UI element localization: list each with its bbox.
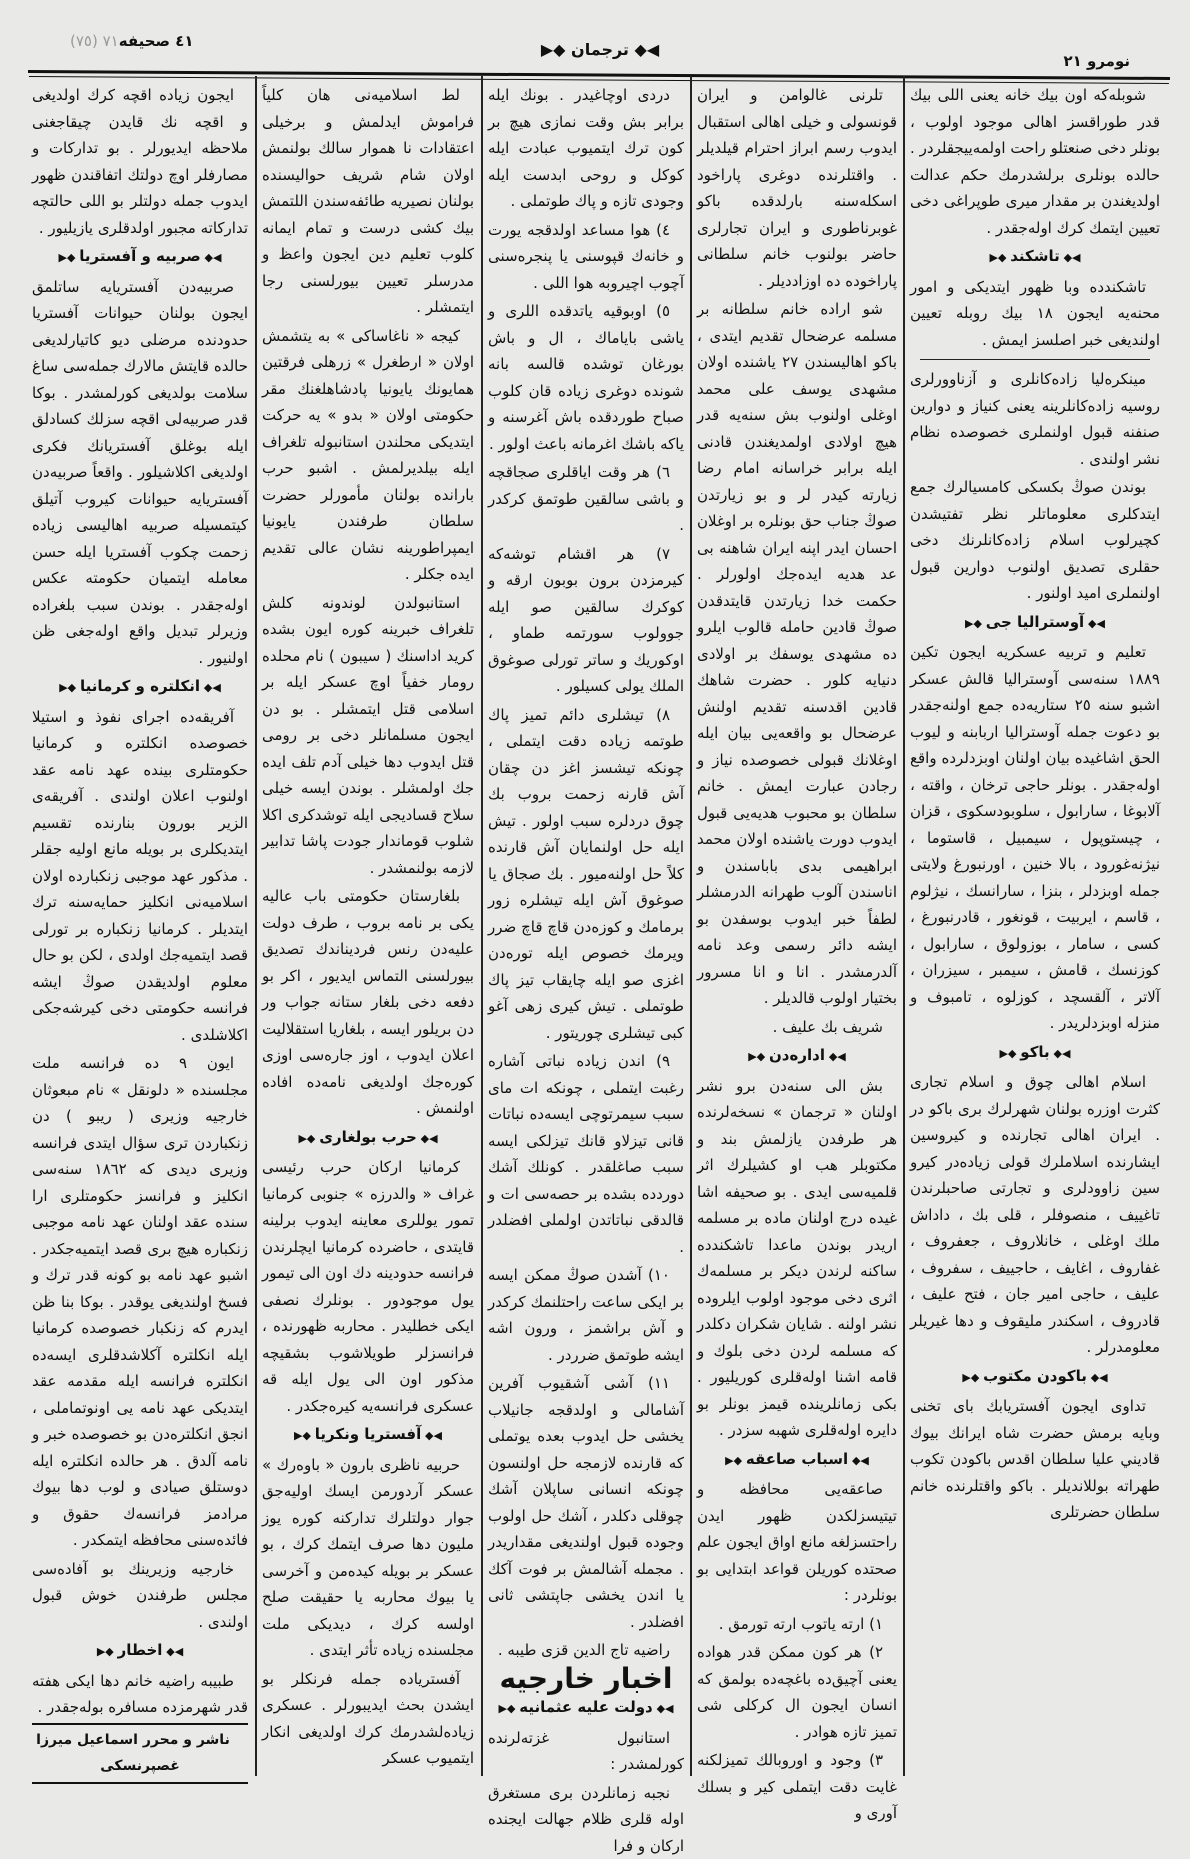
column-divider — [903, 76, 905, 1776]
paragraph: ٤) هوا مساعد اولدقجه يورت و خانه‌ك قپوسنى يا پنجره‌سنى آچوب اچيروبه هوا اللى . — [488, 217, 684, 297]
paragraph: آفسترياده جمله فرنكلر بو ايشدن بحث ايديبورلر . عسكرى زياده‌لشدرمك كرك اولديغى انكار ايتميوب عسكر — [262, 1666, 474, 1772]
section-heading: ◀◆ حرب بولغارى ◆▶ — [262, 1124, 474, 1153]
section-heading: ◀◆ انكلتره و كرمانيا ◆▶ — [32, 673, 248, 702]
paragraph: ٨) تيشلرى دائم تميز پاك طوتمه زياده دقت ايتملى ، چونكه تيشسز اغز دن چقان آش قارنه زحمت بروب بك چوق دردلره سبب اولور . تيش ايله حل اولنمايان آش قارنده كلاً حل اولنه‌ميور . بك صجاق يا صوغوق آش ايله تيشلره زور برمامك و كوزەدن قاچ قاچ ضرر ويرمك خصوص ايله توره‌دن اغزى صو ايله چايقاب تيز پاك طوتملى . تيش كيرى زهى آغو كبى تيشلرى چوريتور . — [488, 702, 684, 1047]
paragraph: بلغارستان حكومتى باب عاليه يكى بر نامه بروب ، طرف دولت عليه‌دن رنس فرديناندك تصديق بيورلسنى التماس ايديور ، اكر بو دفعه دخى بلغار ستانه جواب ور دن بريلور ايسه ، بلغاريا استقلاليت اعلان ايدوب ، اوز جارەسى اوزى كوره‌جك اولديغى نامه‌ده افاده اولنمش . — [262, 883, 474, 1122]
paragraph: استانبولدن لوندونه كلش تلغراف خبرينه كوره ايون بشده كريد اداسنك ( سيبون ) نام محلده رومار خفياً اوچ عسكر ايله بر اسلامى قتل ايتمشلر . بو دن ايجون مسلمانلر دخى بر رومى قتل ايدوب دها خيلى آدم تلف ايده جك اولمشلر . بوندن ايسه خيلى سلاح قساديجى ايله توشدكرى اكلا شلوب قوماندار جودت پاشا تدابير لازمه بولنمشدر . — [262, 590, 474, 882]
section-heading: ◀◆ آوستراليا جى ◆▶ — [910, 609, 1160, 638]
page-number: ٤١ صحيفه٧١ (٧٥) — [64, 32, 194, 50]
header-rule — [28, 70, 1170, 80]
paragraph: ١٠) آشدن صوڭ ممكن ايسه بر ايكى ساعت راحتلنمك كركدر و آش براشمز ، ورون اشه ايشه طوتمق ضرردر . — [488, 1262, 684, 1368]
section-heading: ◀◆ اخطار ◆▶ — [32, 1637, 248, 1666]
paragraph: صاعقەيى محافظه و تيتيسزلكدن ظهور ايدن راحتسزلغه مانع اواق ايجون علم صحتده كوريلن قواعد ابتدايى بو بونلردر : — [697, 1476, 897, 1609]
column-divider — [481, 76, 483, 1776]
column-1 — [910, 82, 1160, 1782]
column-divider — [255, 76, 257, 1776]
paragraph: شريف بك عليف . — [697, 1014, 897, 1041]
section-heading: ◀◆ صربيه و آفستريا ◆▶ — [32, 243, 248, 272]
paragraph: شوبله‌كه اون بيك خانه يعنى اللى بيك قدر طوراقسز اهالى موجود اولوب ، بونلر دخى صنعتلو راحت اولمه‌ييجقلردر . حالده بونلرى برلشدرمك حكم عدالت اولديغندن بر مقدار ميرى طوپراغى دخى تعيين ايتمك كرك اولەجقدر . — [910, 82, 1160, 241]
paragraph: ٧) هر اقشام توشه‌كه كيرمزدن برون بوبون ارقه و كوكرك سالقين صو ايله جوولوب سورتمه طماو ، اوكوريك و ساتر تورلى صوغوق الملك يولى كسيلور . — [488, 541, 684, 700]
section-heading: ◀◆ دولت عليه عثمانيه ◆▶ — [488, 1694, 684, 1723]
column-5 — [32, 82, 248, 1782]
paragraph: حربيه ناظرى بارون « باوەرك » عسكر آردورمن ايسك اوليەجق جوار دولتلرك تداركنه كوره يوز مليون دها صرف ايتمك كرك ، بو عسكر بر بويله كيدەمن و آخرسى يا بيوك محاربه يا حقيقت صلح اولسه كرك ، ديديكى ملت مجلسنده زياده تأثر ايتدى . — [262, 1452, 474, 1664]
paragraph: نجبه زمانلردن برى مستغرق اوله قلرى ظلام جهالت ايجنده اركان و فرا — [488, 1780, 684, 1859]
paragraph: ٣) وجود و اوروبالك تميزلكنه غايت دقت ايتملى كير و بسلك آورى و — [697, 1747, 897, 1827]
paragraph: صربيه‌دن آفستريايه ساتلمق ايجون بولنان حيوانات آفستريا حدودنده مرضلى ديو كاتيارلديغى حالده قايتش مالارك جمله‌سى ساغ سلامت بولديغى كورلمشدر . بوكا قدر صربيه‌لى اقچه سزلك كسادلق ايله بوغلق آفستريانك فكرى اولديغى اكلاشيلور . واقعاً صربيه‌دن آفستريايه حيوانات كيروب آتيلق كيتمسيله صربيه اهاليسى زياده زحمت چكوب آفستريا ايله حسن معامله ايتميان حكومته عكس اوله‌جقدر . بوندن سبب بلغراده وزيرلر تبديل واقع اوله‌جغى ظن اولنيور . — [32, 274, 248, 672]
paragraph: ٦) هر وقت اياقلرى صجاقچه و باشى سالقين طوتمق كركدر . — [488, 459, 684, 539]
section-heading: ◀◆ آفستريا ونكريا ◆▶ — [262, 1421, 474, 1450]
paragraph: بوندن صوڭ بكسكى كامسيالرك جمع ايتدكلرى معلوماتلر نظر تفتيشدن كچيرلوب اسلام زادەكانلرنك دخى حقلرى تصديق اولنوب دوارين قبول اولنملرى اميد اولنور . — [910, 474, 1160, 607]
column-2 — [697, 82, 897, 1782]
paragraph: اسلام اهالى چوق و اسلام تجارى كثرت اوزره بولنان شهرلرك برى باكو در . ايران اهالى تجارنده و كيروسين ايشارنده اسلاملرك قولى زياده‌در كيرو سين زاوودلرى و تجارتى صاحبلرندن تاغييف ، منصوفلر ، قلى بك ، داداش ملك اوغلى ، خانلاروف ، جعفروف ، غفاروف ، اغايف ، حاجييف ، سفروف ، عليف ، حاجى امير جان ، فتح عليف ، قادروف ، اسكندر مليقوف و دها غيريلر معلومدرلر . — [910, 1069, 1160, 1361]
divider — [920, 359, 1150, 360]
paragraph: ٩) اندن زياده نباتى آشاره رغبت ايتملى ، چونكه ات ماى سبب سيمرتوچى ايسه‌ده نباتات قانى تيزلاو قانك تيزلكى ايسه سبب صاغلقدر . كونلك آشك دوردده بشده بر حصه‌سى ات و قالدقى نباتاتدن اولملى افضلدر . — [488, 1048, 684, 1260]
issue-number: نومرو ٢١ — [1063, 52, 1130, 70]
section-title: اخبار خارجيه — [488, 1666, 684, 1693]
paragraph: بش الى سنه‌دن برو نشر اولنان « ترجمان » نسخه‌لرنده هر طرفدن يازلمش بند و مكتوبلر هب او كشيلرك اثر قلميه‌سى ايدى . بو صحيفه اشا غيده درج اولنان ماده بر مسلمه اريدر بوندن ماعدا تاشكندده ساكنه لرندن ديكر بر مسلمه‌ك اثرى دخى موجود اولوب ايلروده نشر اولنه . شايان شكران دكلدر كه مسلمه لردن دخى بلوك و قامه اشنا اولەقلرى كوريليور . بكى زمانلرينده قيمز بونلر بو دايره اولەقلرى شهبه سزدر . — [697, 1073, 897, 1444]
paragraph: ٥) اوبوقيه ياتدقده اللرى و ياشى باياماك ، ال و باش بورغان توشده قالسه بانه شونده دوغرى زياده قان كلوب صباح طوردقده باش آغرسنه و ياكه باشك اغرمانه باعث اولور . — [488, 298, 684, 457]
paragraph: طبيبه راضيه خانم دها ايكى هفته قدر شهرمزده مسافره بوله‌جقدر . — [32, 1668, 248, 1721]
paragraph: خارجيه وزيرينك بو آفادەسى مجلس طرفندن خوش قبول اولندى . — [32, 1556, 248, 1636]
masthead — [40, 30, 1160, 70]
section-heading: ◀◆ ادارەدن ◆▶ — [697, 1042, 897, 1071]
column-3 — [488, 82, 684, 1782]
paragraph: ١) ارته ياتوب ارته تورمق . — [697, 1611, 897, 1638]
paragraph: مينكرەليا زادەكانلرى و آزناوورلرى روسيه زادەكانلرينه يعنى كنياز و دوارين صنفنه قبول اولنملرى خصوصده نظام نشر اولندى . — [910, 366, 1160, 472]
paragraph: استانبول غزته‌لرنده كورلمشدر : — [488, 1725, 684, 1778]
paragraph: ١١) آشى آشقيوب آفرين آشامالى و اولدقجه جانيلاب يخشى حل ايدوب بعده يوتملى كه قارنده لازمجه حل اولنسون چونكه انسانى ساپلان آشك چوقلى دكلدر ، آشك حل اولوب وجوده قبول اولنديغى مقداريدر . مجمله آشالمش بر فوت آكك يا اندن يخشى جاپتشى ثانى افضلدر . — [488, 1370, 684, 1635]
section-heading: ◀◆ تاشكند ◆▶ — [910, 243, 1160, 272]
column-divider — [690, 76, 692, 1776]
paragraph: تلرنى غالوامن و ايران قونسولى و خيلى اهالى استقبال ايدوب رسم ابراز احترام قيلديلر . واقتلرنده دوغرى پاراخود اسكله‌سنه بارلدقده باكو غوبرناطورى و ايران تجارلرى حاضر بولنوب خانم سلطانى پاراخوده ده اوزادديلر . — [697, 82, 897, 294]
paragraph: تاشكندده وبا ظهور ايتديكى و امور محنه‌يه ايجون ١٨ بيك روبله تعيين اولنديغى خبر اصلسز ايمش . — [910, 274, 1160, 354]
section-heading: ◀◆ باكو ◆▶ — [910, 1039, 1160, 1068]
paragraph: آفريقه‌ده اجراى نفوذ و استيلا خصوصده انكلتره و كرمانيا حكومتلرى بينده عهد نامه عقد اولنوب اعلان اولندى . آفريقه‌ى الزير بورون بنارنده تقسيم ايتديكلرى بر بويله مانع اوليه جقلر . مذكور عهد موجبى زنكبارده اولان اسلاميه‌نى انكليز حمايه‌سنه ترك ايتديلر . كرمانيا زنكباره بر تورلى قصد ايتميه‌جك اولدى ، لكن بو حال معلوم اولديقدن صوڭ ايشه فرانسه حكومتى دخى كيرشه‌جكى اكلاشلدى . — [32, 704, 248, 1049]
paragraph: ايجون زياده اقچه كرك اولديغى و اقچه نك قايدن چيقاجغنى ملاحظه ايديورلر . بو تداركات و مصارفلر اوچ دولتك اتفاقندن ظهور ايدوب جمله دولتلر بو اللى حالتچه تداركاته مجبور اولدقلرى يازيليور . — [32, 82, 248, 241]
paper-title: ◀◆ ترجمان ◆▶ — [541, 40, 659, 59]
paragraph: تداوى ايجون آفستريابك باى تخنى وبايه برمش حضرت شاه ايرانك بيوك قاديني عليا سلطان اقدس باكودن تكوب طهراتە بوللانديلر . باكو واقتلرنده خانم سلطان حضرتلرى — [910, 1393, 1160, 1526]
paragraph: كرمانيا اركان حرب رئيسى غراف « والدرزه » جنوبى كرمانيا تمور يوللرى معاينه ايدوب برلينه قايتدى ، حاضرده كرمانيا ايچلرندن فرانسه حدودينه دك اون الى تيمور يول موجودور . بونلرك نصفى ايكى خطليدر . محاربه ظهورنده ، فرانسزلر طويلاشوب بشقيچه مذكور اون الى يول ايله قه عسكرى فرانسه‌يه كيره‌جكدر . — [262, 1154, 474, 1419]
paragraph: دردى اوچاغيدر . بونك ايله برابر بش وقت نمازى هيچ بر كون ترك ايتميوب عبادت ايله كوكل و روحى ابدست ايله وجودى تازه و پاك طوتملى . — [488, 82, 684, 215]
publisher-signature: ناشر و محرر اسماعيل ميرزا غصپرنسكى — [32, 1723, 248, 1784]
column-4 — [262, 82, 474, 1782]
paragraph: ايون ٩ ده فرانسه ملت مجلسنده « دلونقل » نام مبعوثان خارجيه وزيرى ( ريبو ) دن زنكباردن ترى سؤال ايتدى فرانسه وزيرى ديدى كه ١٨٦٢ سنه‌سى انكليز و فرانسز حكومتلرى ارا سنده عقد اولنان عهد نامه موجبى زنكباره هيچ برى قصد ايتميه‌جكدر . اشبو عهد نامه بو كونه قدر ترك و فسخ اولنديغى يوقدر . بوكا بنا ظن ايدرم كه زنكبار خصوصده كرمانيا ايله انكلتره آكلاشدقلرى ايسه‌ده انكلتره فرانسه ايله مقدمه عقد ايتديكى عهد نامه يى اونوتماملى ، انجق انكلتره‌دن بو خصوصده خبر و نامه آلدق . هر حالده انكلتره ايله دوستلق صيادى و لوب دها بيوك مرادمز فرانسه‌ك حقوق و فائده‌سنى محافظه ايتمكدر . — [32, 1050, 248, 1554]
paragraph: ٢) هر كون ممكن قدر هواده يعنى آچيق‌ده باغچه‌ده بولمق كه انسان ايجون ال كركلى شى تميز تازه هوادر . — [697, 1639, 897, 1745]
section-heading: ◀◆ اسباب صاعقه ◆▶ — [697, 1446, 897, 1475]
paragraph: شو اراده خانم سلطانه بر مسلمه عرضحال تقديم ايتدى ، باكو اهاليسندن ٢٧ ياشنده اولان مشهدى يوسف على محمد اوغلى اولنوب بش سنه‌يه قدر هيچ اولادى اولمديغندن قادنى ايله برابر خراسانه امام رضا زيارته كيدر لر و بو زيارتدن صوڭ جناب حق بونلره بر اوغلان احسان ايدر اپنه ايران شاهنه بى عد هديه ايده‌جك اولورلر . حكمت خدا زيارتدن قايتدقدن صوڭ قادين حامله قالوب ايلرو ده مشهدى يوسفك بر اولادى دنيايه كلور . حضرت شاهك قادين اقدسنه تقديم اولنش عرضحال بو واقعه‌يى بيان ايله اوغلانك قبولى خصوصده نياز و رجادن عبارت ايمش . خانم سلطان بو محبوب هديه‌يى قبول ايدوب دورت ياشنده اولان محمد ابراهيمى بدى باباسندن و اناسندن آلوب طهرانه الدرمشلر لطفاً خبر ايدوب بوسفدن بو ايشه دائر رسمى وعد نامه آلدرمشدر . انا و انا مسرور بختيار اولوب قالديلر . — [697, 296, 897, 1012]
paragraph: راضيه تاج الدين قزى طيبه . — [488, 1637, 684, 1664]
paragraph: تعليم و تربيه عسكريه ايجون تكين ١٨٨٩ سنه‌سى آوستراليا قالش عسكر اشبو سنه ٢٥ ستاريه‌ده جمع اولنه‌جقدر بو دعوت جمله آوستراليا اربابنه و ليوب الحق اشاغيده بيان اولنان اوبزدلرده واقع اولەجقدر . بونلر حاجى ترخان ، واقته ، آلابوغا ، سارابول ، سلوبودسكوى ، قزان ، چيستوپول ، سيمبيل ، قاستوما ، نيژنه‌غورود ، بالا خنين ، اورنبورغ ولايتى جمله اوبزدلر ، بنزا ، سارانسك ، نيژلوم ، قاسم ، ايربيت ، قونغور ، قادرنبورغ ، كسى ، سامار ، بوزولوق ، سارابول ، كوزنسك ، قامش ، سيمبر ، سيزران ، آلاتر ، آلقسچد ، كوزلوه ، تامبوف و منزله اوبزدلريدر . — [910, 639, 1160, 1037]
section-heading: ◀◆ باكودن مكتوب ◆▶ — [910, 1363, 1160, 1392]
paragraph: لط اسلاميه‌نى هان كلياً فراموش ايدلمش و برخيلى اعتقادات نا هموار سالك بولنمش اولان شام شريف حواليسنده بولنان نصيريه طائفه‌سندن اللتمش بيك كشى درست و تمام ايمانه كلوب تعليم دين ايجون واعظ و مدرسلر تعيين بيورلسنى رجا ايتمشلر . — [262, 82, 474, 321]
paragraph: كيجه « ناغاساكى » به يتشمش اولان « ارطغرل » زرهلى فرقتين همايونك يايونيا پادشاهلغنك مقر حكومتى اولان « بدو » يه حركت ايتديكى محلندن استانبوله تلغراف ايله بيلديرلمش . اشبو حرب باراندە بولنان مأمورلر حضرت سلطان طرفندن يايونيا ايمپراطورينه نشان عالى تقديم ايده جكلر . — [262, 323, 474, 588]
